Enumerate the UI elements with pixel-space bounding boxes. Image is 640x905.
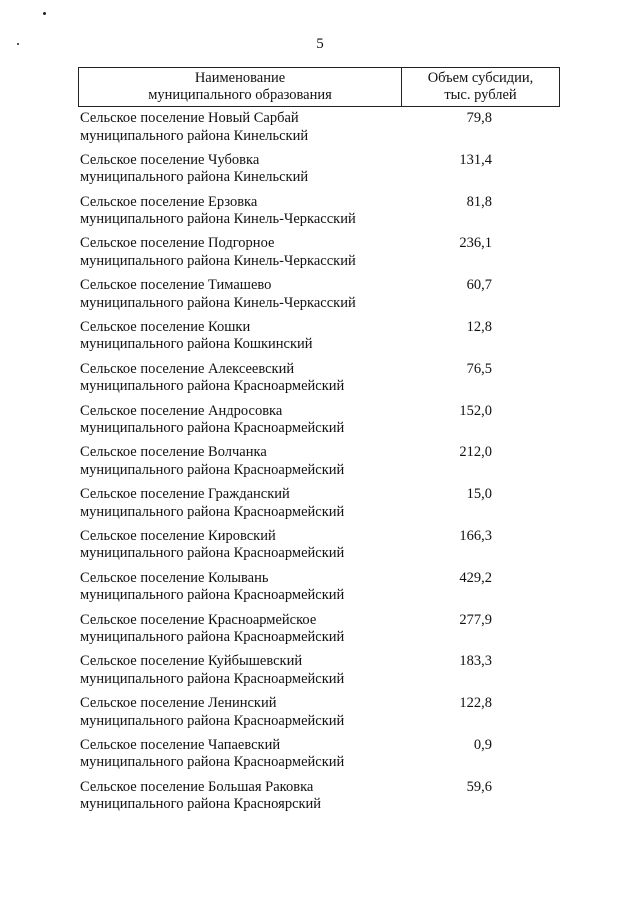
subsidy-amount-cell: 212,0 bbox=[459, 444, 492, 461]
municipality-name-cell bbox=[78, 737, 401, 779]
table-row bbox=[78, 235, 560, 277]
settlement-name: Сельское поселение Колывань bbox=[80, 569, 269, 586]
table-row bbox=[78, 737, 560, 779]
settlement-name: Сельское поселение Ерзовка bbox=[80, 193, 258, 210]
district-name: муниципального района Красноармейский bbox=[80, 420, 345, 437]
subsidy-amount-cell: 79,8 bbox=[466, 110, 492, 126]
district-name: муниципального района Кинель-Черкасский bbox=[80, 252, 356, 269]
subsidy-amount-cell: 76,5 bbox=[466, 360, 492, 377]
district-name: муниципального района Кинельский bbox=[80, 169, 309, 186]
district-name: муниципального района Красноармейский bbox=[80, 712, 345, 729]
settlement-name: Сельское поселение Волчанка bbox=[80, 444, 267, 461]
settlement-name: Сельское поселение Кировский bbox=[80, 527, 276, 544]
municipality-name-cell bbox=[78, 695, 401, 737]
municipality-name-cell bbox=[78, 194, 401, 236]
district-name: муниципального района Кинельский bbox=[80, 127, 309, 144]
table-row bbox=[78, 528, 560, 570]
district-name: муниципального района Красноармейский bbox=[80, 461, 345, 478]
settlement-name: Сельское поселение Кошки bbox=[80, 318, 251, 335]
subsidy-amount-cell: 131,4 bbox=[459, 151, 492, 168]
table-row bbox=[78, 319, 560, 361]
table-row bbox=[78, 779, 560, 821]
district-name: муниципального района Красноармейский bbox=[80, 378, 345, 395]
header-municipality-name: Наименование муниципального образования bbox=[79, 68, 402, 106]
municipality-name-cell bbox=[78, 319, 401, 361]
settlement-name: Сельское поселение Ленинский bbox=[80, 695, 277, 712]
settlement-name: Сельское поселение Новый Сарбай bbox=[80, 110, 299, 126]
district-name: муниципального района Красноармейский bbox=[80, 587, 345, 604]
header-subsidy-amount: Объем субсидии, тыс. рублей bbox=[427, 70, 534, 103]
district-name: муниципального района Красноармейский bbox=[80, 503, 345, 520]
subsidy-amount-cell: 81,8 bbox=[466, 193, 492, 210]
district-name: муниципального района Красноармейский bbox=[80, 629, 345, 646]
subsidy-amount-cell: 166,3 bbox=[459, 527, 492, 544]
table-row bbox=[78, 653, 560, 695]
table-header bbox=[78, 67, 560, 107]
subsidy-amount-cell: 59,6 bbox=[466, 778, 492, 795]
subsidy-amount-cell: 0,9 bbox=[473, 736, 492, 753]
table-row bbox=[78, 403, 560, 445]
district-name: муниципального района Красноярский bbox=[80, 796, 322, 813]
district-name: муниципального района Кинель-Черкасский bbox=[80, 211, 356, 228]
table-body bbox=[78, 110, 560, 821]
table-row bbox=[78, 152, 560, 194]
settlement-name: Сельское поселение Чапаевский bbox=[80, 736, 281, 753]
subsidy-amount-cell: 60,7 bbox=[466, 277, 492, 294]
district-name: муниципального района Кошкинский bbox=[80, 336, 313, 353]
municipality-name-cell bbox=[78, 277, 401, 319]
municipality-name-cell bbox=[78, 653, 401, 695]
table-row bbox=[78, 695, 560, 737]
subsidy-amount-cell: 15,0 bbox=[466, 486, 492, 503]
subsidy-amount-cell: 277,9 bbox=[459, 611, 492, 628]
settlement-name: Сельское поселение Чубовка bbox=[80, 151, 260, 168]
subsidy-table bbox=[78, 67, 560, 821]
table-row bbox=[78, 570, 560, 612]
district-name: муниципального района Красноармейский bbox=[80, 670, 345, 687]
settlement-name: Сельское поселение Тимашево bbox=[80, 277, 272, 294]
subsidy-amount-cell: 152,0 bbox=[459, 402, 492, 419]
settlement-name: Сельское поселение Большая Раковка bbox=[80, 778, 314, 795]
subsidy-amount-cell: 122,8 bbox=[459, 695, 492, 712]
municipality-name-cell bbox=[78, 486, 401, 528]
municipality-name-cell bbox=[78, 361, 401, 403]
settlement-name: Сельское поселение Красноармейское bbox=[80, 611, 317, 628]
table-row bbox=[78, 110, 560, 152]
municipality-name-cell bbox=[78, 444, 401, 486]
municipality-name-cell bbox=[78, 110, 401, 152]
subsidy-amount-cell: 183,3 bbox=[459, 653, 492, 670]
settlement-name: Сельское поселение Куйбышевский bbox=[80, 653, 303, 670]
district-name: муниципального района Красноармейский bbox=[80, 545, 345, 562]
municipality-name-cell bbox=[78, 612, 401, 654]
district-name: муниципального района Кинель-Черкасский bbox=[80, 294, 356, 311]
district-name: муниципального района Красноармейский bbox=[80, 754, 345, 771]
page-number: 5 bbox=[316, 36, 324, 52]
table-row bbox=[78, 444, 560, 486]
municipality-name-cell bbox=[78, 779, 401, 821]
table-row bbox=[78, 486, 560, 528]
municipality-name-cell bbox=[78, 570, 401, 612]
table-row bbox=[78, 612, 560, 654]
settlement-name: Сельское поселение Подгорное bbox=[80, 235, 275, 252]
subsidy-amount-cell: 236,1 bbox=[459, 235, 492, 252]
subsidy-amount-cell: 429,2 bbox=[459, 569, 492, 586]
municipality-name-cell bbox=[78, 152, 401, 194]
subsidy-amount-cell: 12,8 bbox=[466, 318, 492, 335]
settlement-name: Сельское поселение Алексеевский bbox=[80, 360, 295, 377]
municipality-name-cell bbox=[78, 235, 401, 277]
settlement-name: Сельское поселение Андросовка bbox=[80, 402, 283, 419]
settlement-name: Сельское поселение Гражданский bbox=[80, 486, 290, 503]
table-row bbox=[78, 277, 560, 319]
table-row bbox=[78, 194, 560, 236]
scan-speck-mark bbox=[43, 12, 46, 15]
municipality-name-cell bbox=[78, 403, 401, 445]
table-row bbox=[78, 361, 560, 403]
municipality-name-cell bbox=[78, 528, 401, 570]
